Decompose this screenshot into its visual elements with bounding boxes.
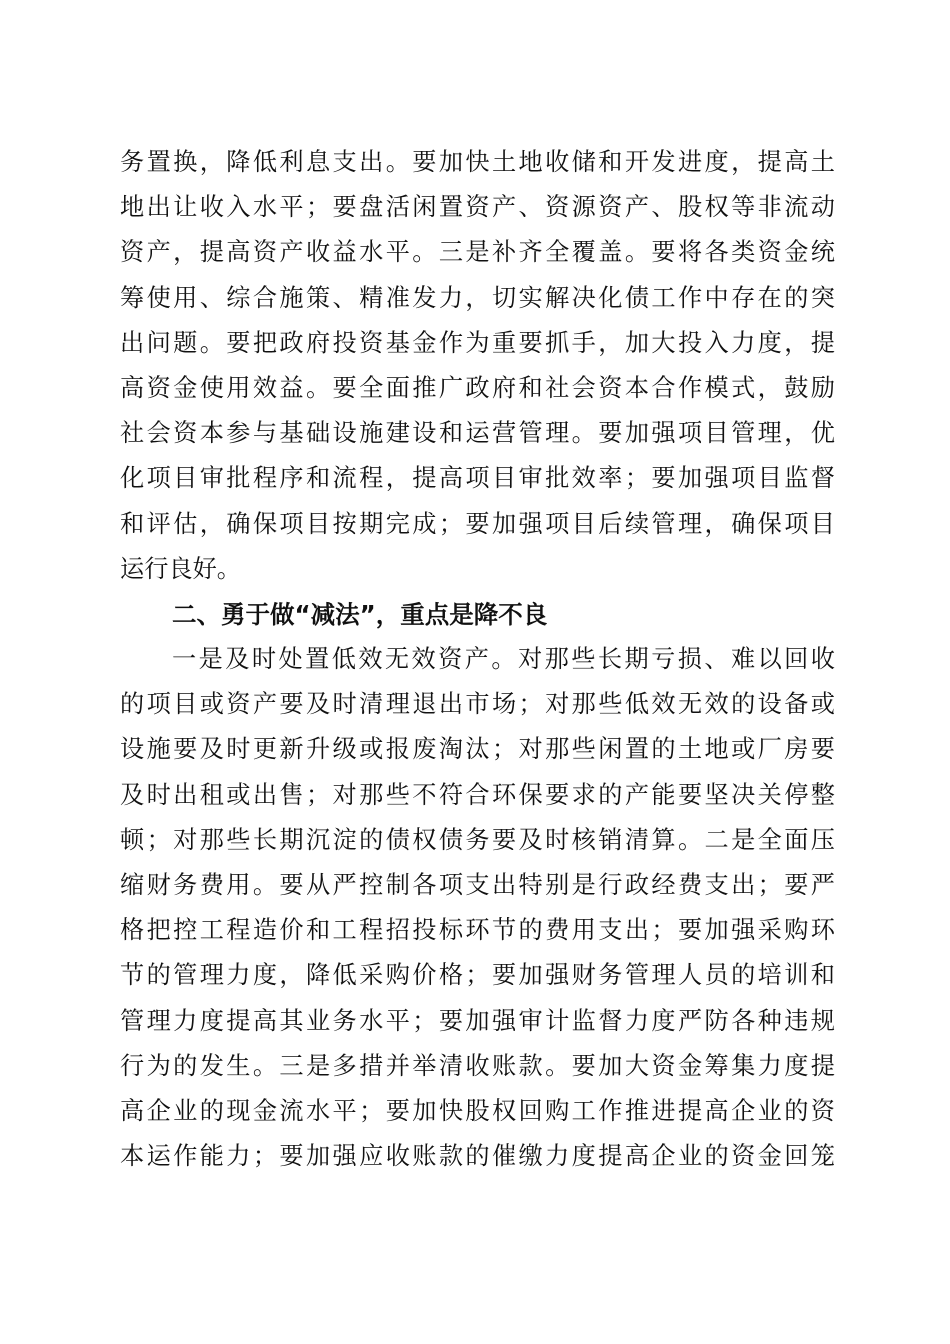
paragraph-section1-continuation: [120, 140, 835, 592]
paragraph-section2: [120, 637, 835, 1179]
text-line: 筹使用、综合施策、精准发力，切实解决化债工作中存在的突: [120, 283, 835, 312]
text-line: 管理力度提高其业务水平；要加强审计监督力度严防各种违规: [120, 1006, 835, 1035]
text-line: 社会资本参与基础设施建设和运营管理。要加强项目管理，优: [120, 419, 835, 448]
text-line: 运行良好。: [120, 554, 241, 583]
text-line: 的项目或资产要及时清理退出市场；对那些低效无效的设备或: [120, 690, 835, 719]
text-line: 地出让收入水平；要盘活闲置资产、资源资产、股权等非流动: [120, 193, 835, 222]
text-line: 化项目审批程序和流程，提高项目审批效率；要加强项目监督: [120, 464, 835, 493]
text-line: 格把控工程造价和工程招投标环节的费用支出；要加强采购环: [120, 916, 835, 945]
text-line: 高企业的现金流水平；要加快股权回购工作推进提高企业的资: [120, 1096, 835, 1125]
section-heading: 二、勇于做“减法”，重点是降不良: [172, 599, 548, 629]
text-line: 行为的发生。三是多措并举清收账款。要加大资金筹集力度提: [120, 1051, 835, 1080]
text-line: 务置换，降低利息支出。要加快土地收储和开发进度，提高土: [120, 148, 835, 176]
text-line: 设施要及时更新升级或报废淘汰；对那些闲置的土地或厂房要: [120, 735, 835, 764]
text-line: 一是及时处置低效无效资产。对那些长期亏损、难以回收: [172, 645, 835, 674]
text-line: 节的管理力度，降低采购价格；要加强财务管理人员的培训和: [120, 961, 835, 990]
document-body: [120, 140, 835, 1179]
text-line: 和评估，确保项目按期完成；要加强项目后续管理，确保项目: [120, 509, 835, 538]
text-line: 出问题。要把政府投资基金作为重要抓手，加大投入力度，提: [120, 328, 835, 357]
text-line: 高资金使用效益。要全面推广政府和社会资本合作模式，鼓励: [120, 373, 835, 402]
text-line: 缩财务费用。要从严控制各项支出特别是行政经费支出；要严: [120, 871, 835, 899]
text-line: 及时出租或出售；对那些不符合环保要求的产能要坚决关停整: [120, 780, 835, 809]
text-line: 资产，提高资产收益水平。三是补齐全覆盖。要将各类资金统: [120, 238, 835, 267]
text-line: 本运作能力；要加强应收账款的催缴力度提高企业的资金回笼: [120, 1142, 835, 1171]
text-line: 顿；对那些长期沉淀的债权债务要及时核销清算。二是全面压: [120, 825, 835, 854]
